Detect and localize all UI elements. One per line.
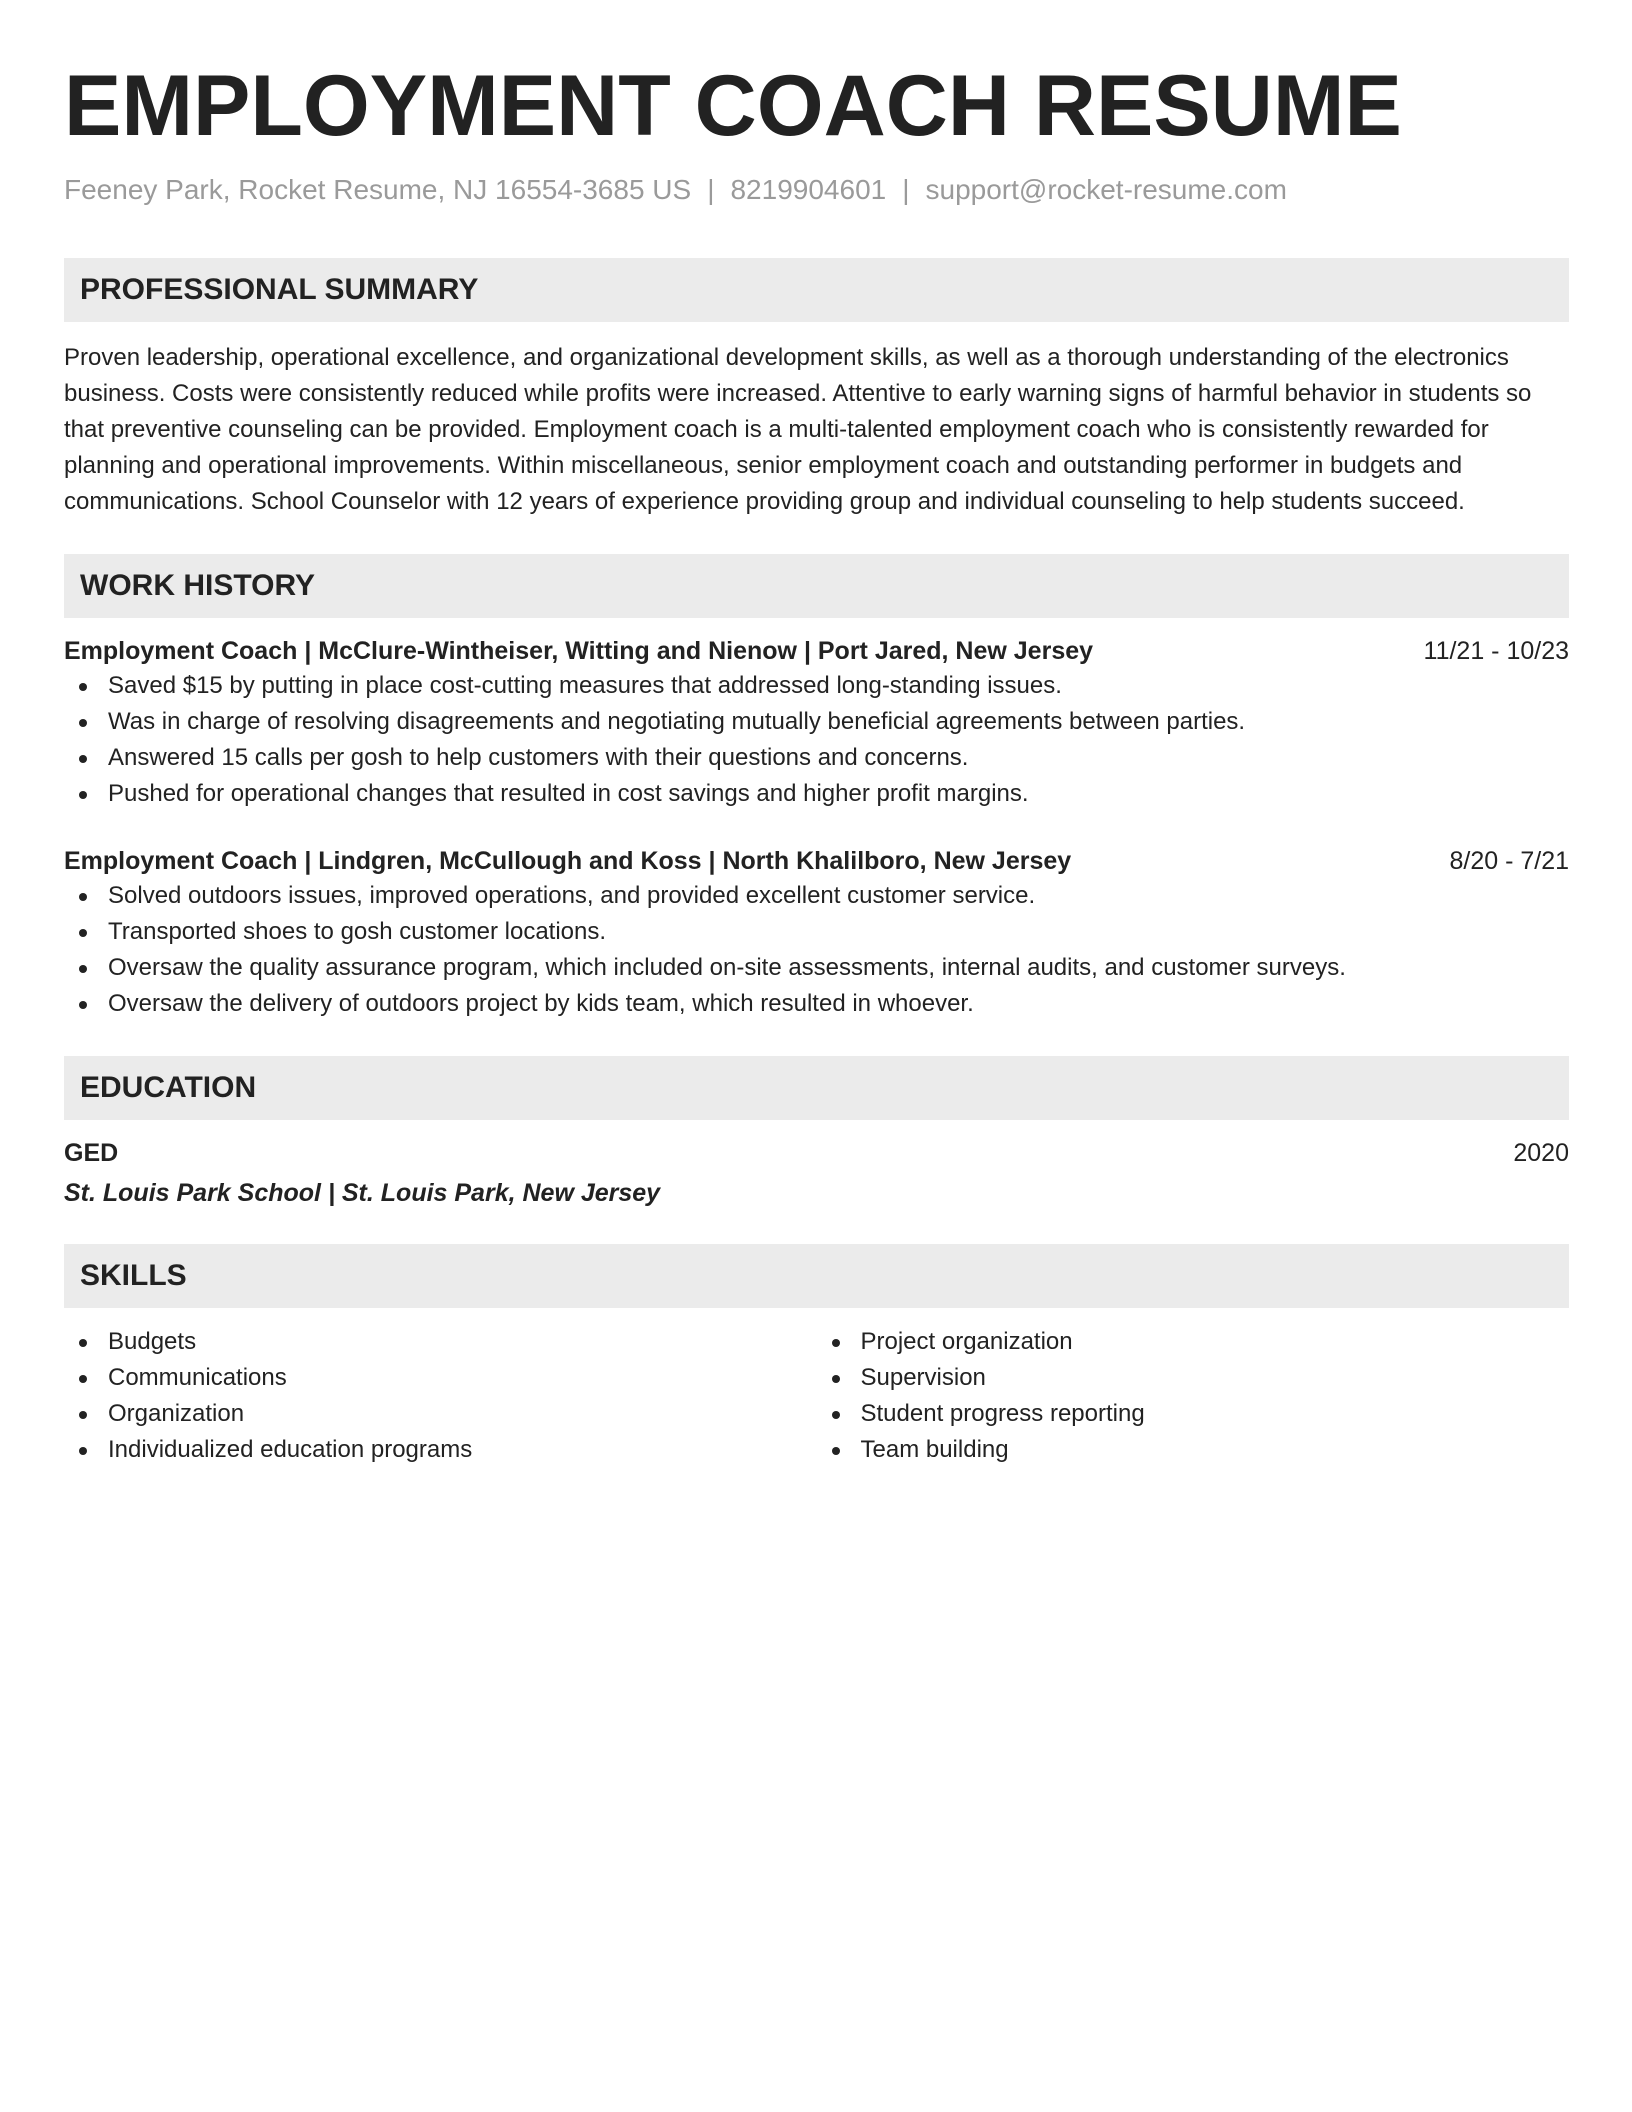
bullet-icon: [79, 1447, 87, 1455]
bullet-icon: [79, 1375, 87, 1383]
contact-email: support@rocket-resume.com: [925, 174, 1287, 205]
list-item: [64, 986, 1569, 1022]
bullet-icon: [79, 965, 87, 973]
list-item: [64, 950, 1569, 986]
job-entry-header: [64, 634, 1569, 668]
bullet-icon: [79, 755, 87, 763]
section-header-work-history: WORK HISTORY: [64, 554, 1569, 618]
skill-item: Individualized education programs: [108, 1436, 473, 1463]
skills-grid: [64, 1324, 1569, 1468]
skill-item: Student progress reporting: [860, 1400, 1145, 1427]
skill-item: Organization: [108, 1400, 245, 1427]
contact-separator: |: [707, 174, 715, 205]
list-item-text: Answered 15 calls per gosh to help customers with their questions and concerns.: [108, 744, 969, 771]
skill-item: Project organization: [860, 1328, 1073, 1355]
list-item: [64, 740, 1569, 776]
contact-separator: |: [902, 174, 910, 205]
job-entry-header: [64, 844, 1569, 878]
job-dates: 8/20 - 7/21: [1449, 847, 1569, 875]
job-bullet-list: [64, 878, 1569, 1022]
bullet-icon: [79, 929, 87, 937]
list-item-text: Transported shoes to gosh customer locations.: [108, 918, 607, 945]
list-item: [64, 776, 1569, 812]
list-item: [64, 1324, 817, 1360]
bullet-icon: [79, 1001, 87, 1009]
education-degree: GED: [64, 1139, 119, 1167]
summary-text: Proven leadership, operational excellence, and organizational development skills, as well as a thorough understanding of the electronics business. Costs were consistently reduced while profits were increased. Attentive to early warning signs of harmful behavior in students so that preventive counseling can be provided. Employment coach is a multi-talented employment coach who is consistently rewarded for planning and operational improvements. Within miscellaneous, senior employment coach and outstanding performer in budgets and communications. School Counselor with 12 years of experience providing group and individual counseling to help students succeed.: [64, 344, 1532, 515]
bullet-icon: [79, 791, 87, 799]
contact-address: Feeney Park, Rocket Resume, NJ 16554-3685 US: [64, 174, 692, 205]
skill-item: Supervision: [860, 1364, 986, 1391]
skill-item: Budgets: [108, 1328, 197, 1355]
list-item: [64, 914, 1569, 950]
job-dates: 11/21 - 10/23: [1423, 637, 1569, 665]
skills-column-left: [64, 1324, 817, 1468]
skill-item: Communications: [108, 1364, 287, 1391]
list-item-text: Oversaw the quality assurance program, which included on-site assessments, internal audits, and customer surveys.: [108, 954, 1346, 981]
bullet-icon: [832, 1447, 840, 1455]
list-item-text: Solved outdoors issues, improved operations, and provided excellent customer service.: [108, 882, 1036, 909]
list-item: [817, 1432, 1570, 1468]
bullet-icon: [832, 1339, 840, 1347]
bullet-icon: [79, 1411, 87, 1419]
bullet-icon: [79, 719, 87, 727]
bullet-icon: [79, 893, 87, 901]
section-header-skills: SKILLS: [64, 1244, 1569, 1308]
list-item: [64, 668, 1569, 704]
list-item: [817, 1324, 1570, 1360]
list-item-text: Saved $15 by putting in place cost-cutting measures that addressed long-standing issues.: [108, 672, 1062, 699]
list-item: [64, 1432, 817, 1468]
skills-column-right: [817, 1324, 1570, 1468]
list-item-text: Oversaw the delivery of outdoors project by kids team, which resulted in whoever.: [108, 990, 974, 1017]
contact-phone: 8219904601: [730, 174, 887, 205]
list-item: [64, 878, 1569, 914]
resume-title: EMPLOYMENT COACH RESUME: [64, 58, 1402, 154]
list-item-text: Pushed for operational changes that resulted in cost savings and higher profit margins.: [108, 780, 1029, 807]
job-bullet-list: [64, 668, 1569, 812]
bullet-icon: [832, 1375, 840, 1383]
job-title: Employment Coach | Lindgren, McCullough and Koss | North Khalilboro, New Jersey: [64, 847, 1072, 875]
list-item: [817, 1360, 1570, 1396]
list-item: [64, 704, 1569, 740]
contact-line: [64, 172, 1569, 208]
list-item-text: Was in charge of resolving disagreements and negotiating mutually beneficial agreements between parties.: [108, 708, 1246, 735]
education-year: 2020: [1513, 1139, 1569, 1167]
list-item: [817, 1396, 1570, 1432]
bullet-icon: [832, 1411, 840, 1419]
section-header-education: EDUCATION: [64, 1056, 1569, 1120]
bullet-icon: [79, 683, 87, 691]
education-entry-header: [64, 1136, 1569, 1170]
section-header-summary: PROFESSIONAL SUMMARY: [64, 258, 1569, 322]
list-item: [64, 1396, 817, 1432]
bullet-icon: [79, 1339, 87, 1347]
job-title: Employment Coach | McClure-Wintheiser, Witting and Nienow | Port Jared, New Jersey: [64, 637, 1094, 665]
list-item: [64, 1360, 817, 1396]
education-school: St. Louis Park School | St. Louis Park, New Jersey: [64, 1179, 661, 1207]
skill-item: Team building: [860, 1436, 1009, 1463]
